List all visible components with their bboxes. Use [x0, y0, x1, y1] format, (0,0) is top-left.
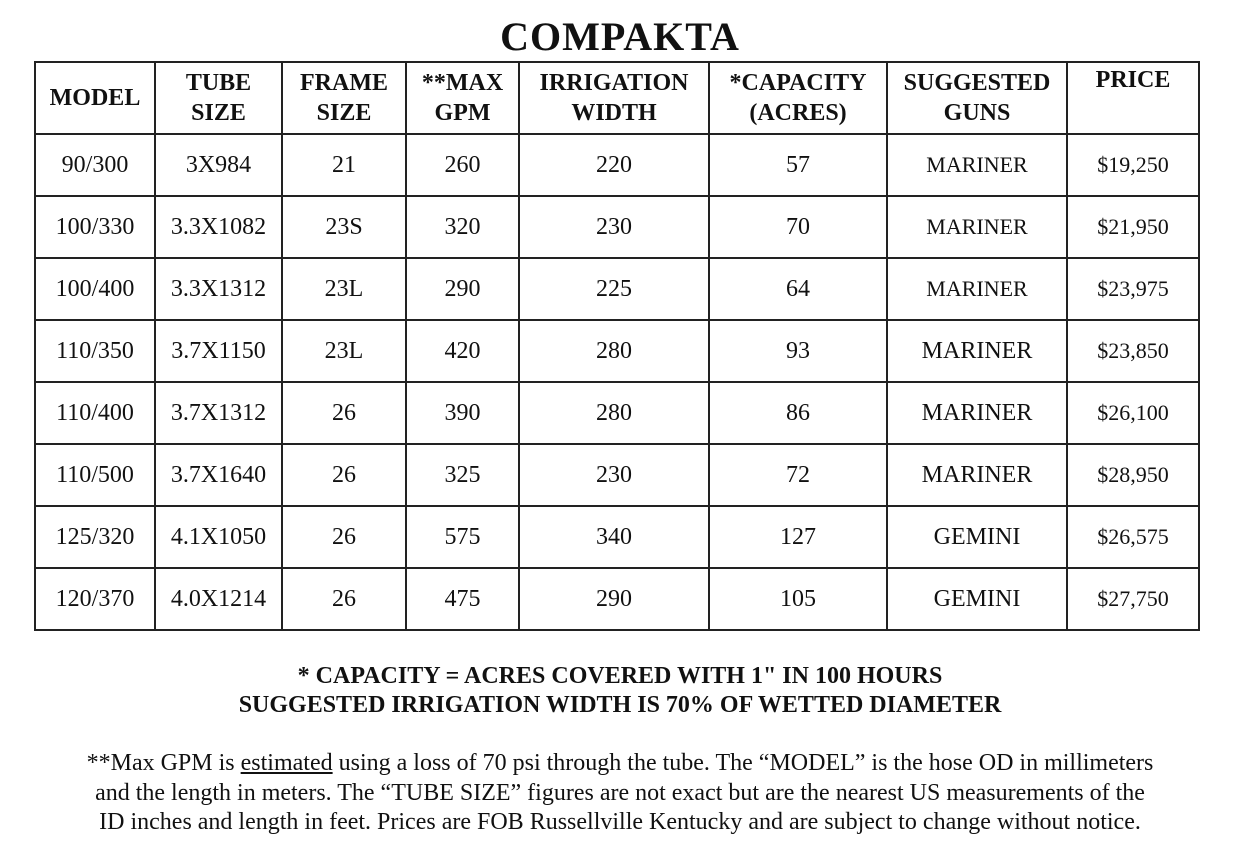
column-header-model: MODEL — [35, 62, 155, 134]
cell-tube-size: 3.7X1640 — [155, 444, 282, 506]
cell-irrigation-width: 220 — [519, 134, 709, 196]
column-header-irrigation-width: IRRIGATION WIDTH — [519, 62, 709, 134]
pricing-table — [34, 61, 1200, 631]
capacity-notes — [0, 662, 1240, 720]
cell-max-gpm: 575 — [406, 506, 519, 568]
cell-capacity: 72 — [709, 444, 887, 506]
footnote-line-2: and the length in meters. The “TUBE SIZE” figures are not exact but are the nearest US measurements of the — [95, 779, 1145, 806]
cell-price: $19,250 — [1067, 134, 1199, 196]
table-row — [35, 382, 1199, 444]
cell-frame-size: 26 — [282, 444, 406, 506]
cell-tube-size: 3.3X1312 — [155, 258, 282, 320]
cell-suggested-gun: MARINER — [887, 196, 1067, 258]
table-row — [35, 258, 1199, 320]
cell-max-gpm: 320 — [406, 196, 519, 258]
cell-frame-size: 23L — [282, 258, 406, 320]
cell-capacity: 57 — [709, 134, 887, 196]
table-row — [35, 134, 1199, 196]
cell-model: 110/500 — [35, 444, 155, 506]
cell-max-gpm: 420 — [406, 320, 519, 382]
cell-max-gpm: 390 — [406, 382, 519, 444]
column-header-capacity: *CAPACITY (ACRES) — [709, 62, 887, 134]
cell-capacity: 105 — [709, 568, 887, 630]
table-row — [35, 444, 1199, 506]
cell-tube-size: 4.1X1050 — [155, 506, 282, 568]
cell-price: $23,850 — [1067, 320, 1199, 382]
cell-price: $28,950 — [1067, 444, 1199, 506]
cell-capacity: 93 — [709, 320, 887, 382]
cell-suggested-gun: GEMINI — [887, 568, 1067, 630]
cell-tube-size: 3.3X1082 — [155, 196, 282, 258]
capacity-definition: * CAPACITY = ACRES COVERED WITH 1" IN 100 HOURS — [297, 663, 943, 689]
cell-irrigation-width: 225 — [519, 258, 709, 320]
table-row — [35, 506, 1199, 568]
column-header-price: PRICE — [1067, 62, 1199, 134]
cell-model: 100/330 — [35, 196, 155, 258]
cell-tube-size: 4.0X1214 — [155, 568, 282, 630]
table-row — [35, 568, 1199, 630]
column-header-frame-size: FRAME SIZE — [282, 62, 406, 134]
cell-suggested-gun: GEMINI — [887, 506, 1067, 568]
cell-frame-size: 26 — [282, 506, 406, 568]
cell-max-gpm: 475 — [406, 568, 519, 630]
estimated-underlined: estimated — [240, 750, 333, 776]
cell-suggested-gun: MARINER — [887, 320, 1067, 382]
table-row — [35, 196, 1199, 258]
footnote — [40, 749, 1200, 838]
column-header-max-gpm: **MAX GPM — [406, 62, 519, 134]
column-header-suggested-guns: SUGGESTED GUNS — [887, 62, 1067, 134]
cell-capacity: 86 — [709, 382, 887, 444]
cell-suggested-gun: MARINER — [887, 382, 1067, 444]
cell-irrigation-width: 340 — [519, 506, 709, 568]
cell-max-gpm: 325 — [406, 444, 519, 506]
cell-irrigation-width: 230 — [519, 196, 709, 258]
cell-price: $27,750 — [1067, 568, 1199, 630]
cell-tube-size: 3.7X1150 — [155, 320, 282, 382]
table-row — [35, 320, 1199, 382]
cell-irrigation-width: 290 — [519, 568, 709, 630]
cell-price: $23,975 — [1067, 258, 1199, 320]
cell-suggested-gun: MARINER — [887, 444, 1067, 506]
cell-model: 100/400 — [35, 258, 155, 320]
cell-price: $26,100 — [1067, 382, 1199, 444]
cell-irrigation-width: 280 — [519, 382, 709, 444]
cell-model: 110/400 — [35, 382, 155, 444]
cell-tube-size: 3.7X1312 — [155, 382, 282, 444]
cell-irrigation-width: 230 — [519, 444, 709, 506]
footnote-line-3: ID inches and length in feet. Prices are FOB Russellville Kentucky and are subject to change without notice. — [99, 809, 1141, 835]
cell-frame-size: 23S — [282, 196, 406, 258]
cell-max-gpm: 290 — [406, 258, 519, 320]
page-title: COMPAKTA — [500, 14, 740, 59]
cell-suggested-gun: MARINER — [887, 258, 1067, 320]
cell-irrigation-width: 280 — [519, 320, 709, 382]
cell-max-gpm: 260 — [406, 134, 519, 196]
cell-model: 110/350 — [35, 320, 155, 382]
cell-suggested-gun: MARINER — [887, 134, 1067, 196]
cell-capacity: 70 — [709, 196, 887, 258]
cell-frame-size: 26 — [282, 568, 406, 630]
cell-capacity: 64 — [709, 258, 887, 320]
cell-tube-size: 3X984 — [155, 134, 282, 196]
cell-price: $26,575 — [1067, 506, 1199, 568]
cell-capacity: 127 — [709, 506, 887, 568]
cell-model: 120/370 — [35, 568, 155, 630]
cell-model: 125/320 — [35, 506, 155, 568]
column-header-tube-size: TUBE SIZE — [155, 62, 282, 134]
cell-frame-size: 23L — [282, 320, 406, 382]
cell-price: $21,950 — [1067, 196, 1199, 258]
irrigation-width-note: SUGGESTED IRRIGATION WIDTH IS 70% OF WETTED DIAMETER — [238, 692, 1002, 718]
cell-frame-size: 21 — [282, 134, 406, 196]
footnote-line-1: **Max GPM is estimated using a loss of 70 psi through the tube. The “MODEL” is the hose OD in millimeters — [86, 750, 1154, 776]
cell-model: 90/300 — [35, 134, 155, 196]
table-header-row — [35, 62, 1199, 134]
cell-frame-size: 26 — [282, 382, 406, 444]
